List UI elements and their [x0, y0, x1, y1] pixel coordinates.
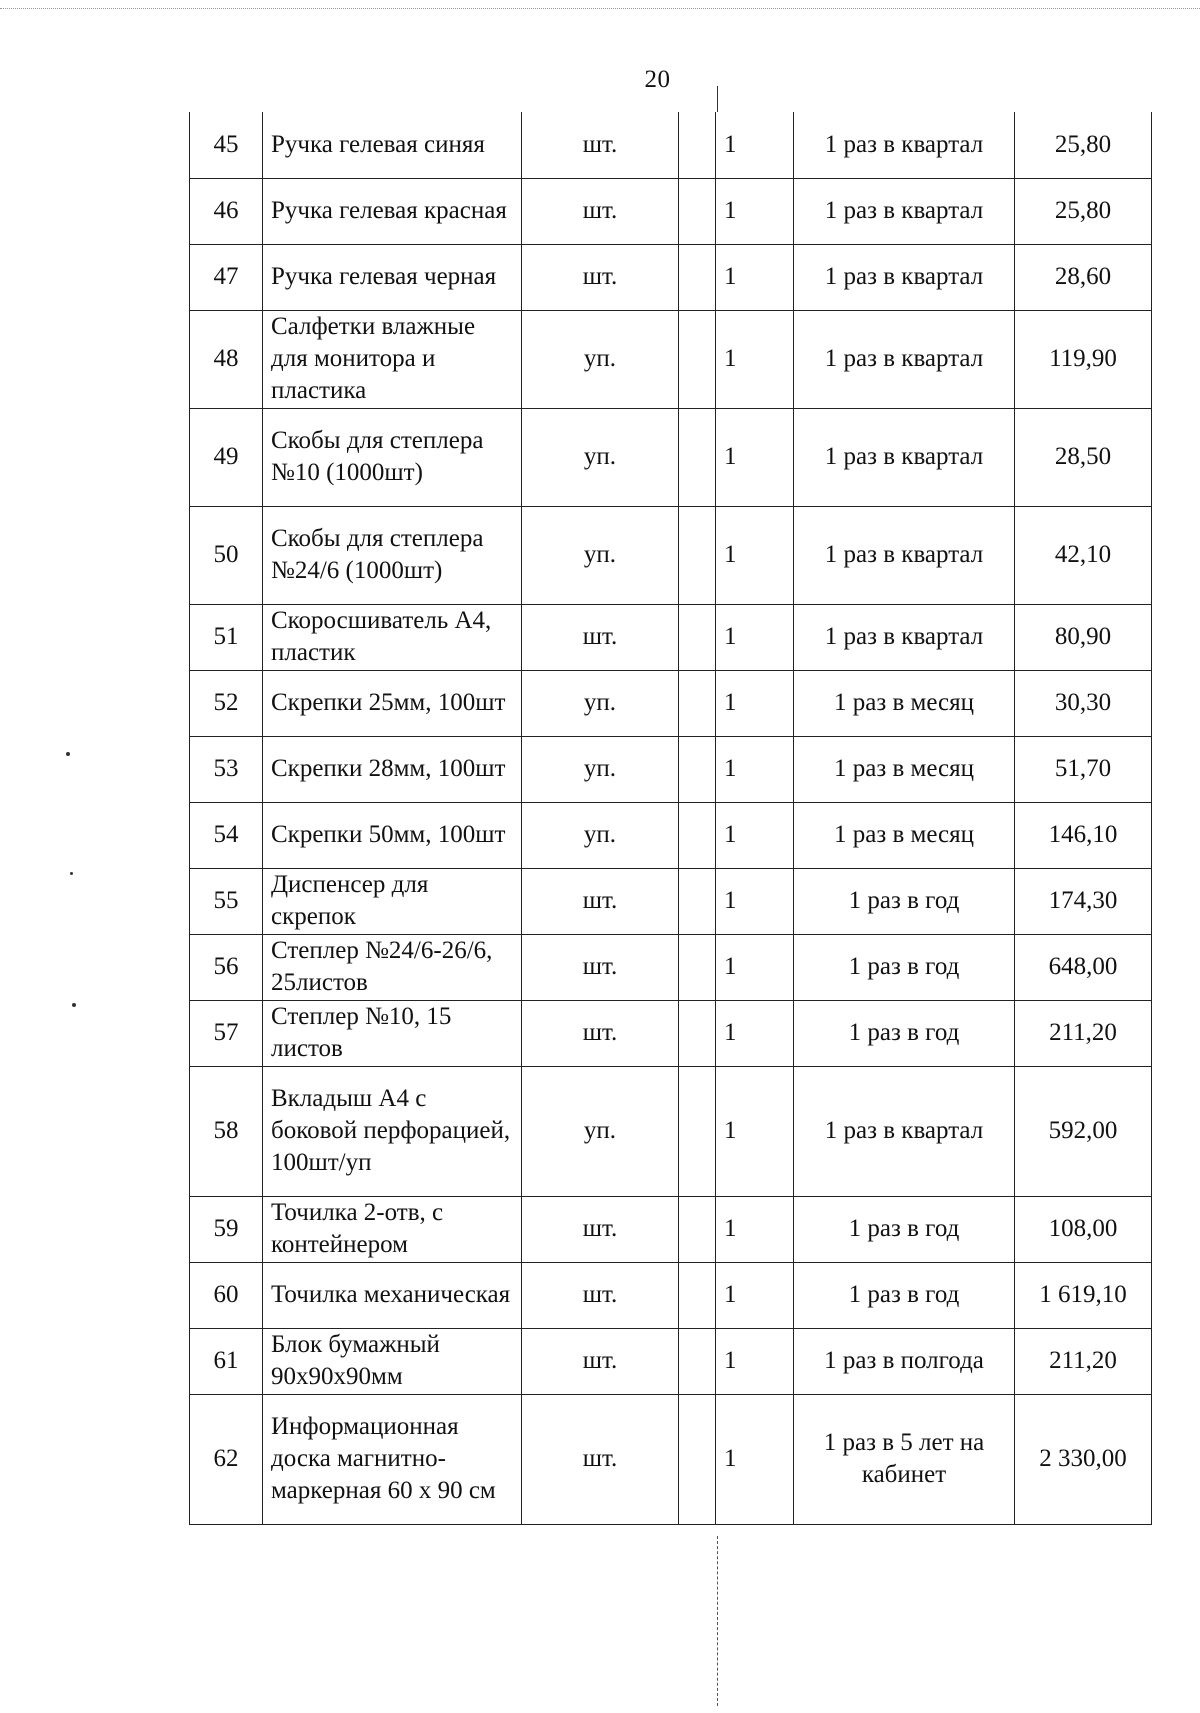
table-row: [190, 1000, 1152, 1066]
supplies-table-body: [190, 112, 1152, 1524]
row-number: 58: [190, 1066, 263, 1196]
item-name: Салфетки влажные для монитора и пластика: [263, 310, 522, 408]
column-spacer: [679, 1196, 716, 1262]
item-frequency: 1 раз в квартал: [794, 112, 1015, 178]
item-price: 80,90: [1015, 604, 1152, 670]
table-row: [190, 802, 1152, 868]
item-name: Ручка гелевая черная: [263, 244, 522, 310]
column-spacer: [679, 506, 716, 604]
scan-line-artifact-bottom: [717, 1536, 718, 1706]
item-frequency: 1 раз в квартал: [794, 178, 1015, 244]
item-frequency: 1 раз в месяц: [794, 802, 1015, 868]
item-unit: уп.: [522, 506, 679, 604]
item-name: Точилка механическая: [263, 1262, 522, 1328]
item-unit: шт.: [522, 934, 679, 1000]
item-price: 174,30: [1015, 868, 1152, 934]
item-price: 30,30: [1015, 670, 1152, 736]
column-spacer: [679, 802, 716, 868]
table-row: [190, 934, 1152, 1000]
table-row: [190, 670, 1152, 736]
item-name: Информационная доска магнитно-маркерная 60 х 90 см: [263, 1394, 522, 1524]
column-spacer: [679, 1262, 716, 1328]
row-number: 45: [190, 112, 263, 178]
item-frequency: 1 раз в год: [794, 868, 1015, 934]
item-price: 25,80: [1015, 178, 1152, 244]
item-price: 146,10: [1015, 802, 1152, 868]
item-frequency: 1 раз в полгода: [794, 1328, 1015, 1394]
item-unit: шт.: [522, 868, 679, 934]
scan-speck: [66, 752, 70, 756]
item-frequency: 1 раз в 5 лет на кабинет: [794, 1394, 1015, 1524]
row-number: 47: [190, 244, 263, 310]
item-quantity: 1: [716, 934, 794, 1000]
row-number: 62: [190, 1394, 263, 1524]
item-name: Ручка гелевая красная: [263, 178, 522, 244]
item-name: Диспенсер для скрепок: [263, 868, 522, 934]
item-unit: уп.: [522, 802, 679, 868]
row-number: 53: [190, 736, 263, 802]
item-name: Точилка 2-отв, с контейнером: [263, 1196, 522, 1262]
item-unit: уп.: [522, 1066, 679, 1196]
table-row: [190, 1328, 1152, 1394]
item-name: Степлер №10, 15 листов: [263, 1000, 522, 1066]
item-frequency: 1 раз в год: [794, 1262, 1015, 1328]
item-frequency: 1 раз в год: [794, 1000, 1015, 1066]
item-quantity: 1: [716, 506, 794, 604]
item-quantity: 1: [716, 802, 794, 868]
table-row: [190, 244, 1152, 310]
table-row: [190, 112, 1152, 178]
table-row: [190, 506, 1152, 604]
item-frequency: 1 раз в квартал: [794, 506, 1015, 604]
item-unit: уп.: [522, 310, 679, 408]
row-number: 51: [190, 604, 263, 670]
row-number: 46: [190, 178, 263, 244]
scan-speck: [72, 1003, 76, 1007]
column-spacer: [679, 112, 716, 178]
table-row: [190, 604, 1152, 670]
column-spacer: [679, 1394, 716, 1524]
item-price: 119,90: [1015, 310, 1152, 408]
supplies-table: [189, 112, 1152, 1525]
page-number: 20: [644, 66, 671, 93]
item-name: Скобы для степлера №10 (1000шт): [263, 408, 522, 506]
row-number: 59: [190, 1196, 263, 1262]
item-unit: шт.: [522, 112, 679, 178]
item-name: Блок бумажный 90х90х90мм: [263, 1328, 522, 1394]
item-name: Ручка гелевая синяя: [263, 112, 522, 178]
item-quantity: 1: [716, 178, 794, 244]
item-unit: шт.: [522, 1196, 679, 1262]
item-quantity: 1: [716, 1196, 794, 1262]
item-frequency: 1 раз в месяц: [794, 670, 1015, 736]
table-row: [190, 408, 1152, 506]
item-quantity: 1: [716, 244, 794, 310]
item-name: Скрепки 50мм, 100шт: [263, 802, 522, 868]
row-number: 50: [190, 506, 263, 604]
item-name: Скрепки 25мм, 100шт: [263, 670, 522, 736]
item-price: 2 330,00: [1015, 1394, 1152, 1524]
item-unit: шт.: [522, 1394, 679, 1524]
column-spacer: [679, 1328, 716, 1394]
column-spacer: [679, 244, 716, 310]
item-unit: шт.: [522, 1328, 679, 1394]
item-price: 42,10: [1015, 506, 1152, 604]
item-unit: уп.: [522, 670, 679, 736]
row-number: 57: [190, 1000, 263, 1066]
item-price: 28,60: [1015, 244, 1152, 310]
item-frequency: 1 раз в год: [794, 934, 1015, 1000]
item-price: 28,50: [1015, 408, 1152, 506]
item-frequency: 1 раз в квартал: [794, 310, 1015, 408]
item-name: Скрепки 28мм, 100шт: [263, 736, 522, 802]
item-quantity: 1: [716, 1262, 794, 1328]
column-spacer: [679, 1066, 716, 1196]
table-row: [190, 178, 1152, 244]
column-spacer: [679, 310, 716, 408]
item-price: 592,00: [1015, 1066, 1152, 1196]
scan-speck: [70, 872, 73, 875]
item-price: 211,20: [1015, 1000, 1152, 1066]
row-number: 48: [190, 310, 263, 408]
item-unit: шт.: [522, 1000, 679, 1066]
item-quantity: 1: [716, 310, 794, 408]
row-number: 60: [190, 1262, 263, 1328]
table-row: [190, 1066, 1152, 1196]
item-frequency: 1 раз в год: [794, 1196, 1015, 1262]
item-name: Вкладыш А4 с боковой перфорацией, 100шт/уп: [263, 1066, 522, 1196]
item-quantity: 1: [716, 408, 794, 506]
item-price: 25,80: [1015, 112, 1152, 178]
item-quantity: 1: [716, 868, 794, 934]
scan-line-artifact-top: [717, 86, 718, 112]
item-quantity: 1: [716, 1394, 794, 1524]
item-quantity: 1: [716, 736, 794, 802]
column-spacer: [679, 178, 716, 244]
item-unit: шт.: [522, 604, 679, 670]
item-quantity: 1: [716, 1000, 794, 1066]
table-row: [190, 1394, 1152, 1524]
row-number: 55: [190, 868, 263, 934]
table-row: [190, 868, 1152, 934]
table-row: [190, 736, 1152, 802]
row-number: 54: [190, 802, 263, 868]
item-price: 108,00: [1015, 1196, 1152, 1262]
table-row: [190, 310, 1152, 408]
item-price: 51,70: [1015, 736, 1152, 802]
item-price: 1 619,10: [1015, 1262, 1152, 1328]
column-spacer: [679, 868, 716, 934]
row-number: 61: [190, 1328, 263, 1394]
item-unit: уп.: [522, 408, 679, 506]
row-number: 49: [190, 408, 263, 506]
item-quantity: 1: [716, 670, 794, 736]
item-unit: шт.: [522, 1262, 679, 1328]
item-quantity: 1: [716, 604, 794, 670]
item-unit: шт.: [522, 178, 679, 244]
item-quantity: 1: [716, 1066, 794, 1196]
item-price: 211,20: [1015, 1328, 1152, 1394]
table-row: [190, 1262, 1152, 1328]
item-frequency: 1 раз в квартал: [794, 408, 1015, 506]
column-spacer: [679, 736, 716, 802]
item-unit: уп.: [522, 736, 679, 802]
item-frequency: 1 раз в месяц: [794, 736, 1015, 802]
item-frequency: 1 раз в квартал: [794, 1066, 1015, 1196]
item-quantity: 1: [716, 1328, 794, 1394]
item-name: Скобы для степлера №24/6 (1000шт): [263, 506, 522, 604]
column-spacer: [679, 670, 716, 736]
column-spacer: [679, 604, 716, 670]
item-frequency: 1 раз в квартал: [794, 604, 1015, 670]
item-price: 648,00: [1015, 934, 1152, 1000]
row-number: 56: [190, 934, 263, 1000]
table-row: [190, 1196, 1152, 1262]
scan-edge-artifact: [0, 0, 1200, 9]
row-number: 52: [190, 670, 263, 736]
column-spacer: [679, 408, 716, 506]
item-frequency: 1 раз в квартал: [794, 244, 1015, 310]
item-name: Степлер №24/6-26/6, 25листов: [263, 934, 522, 1000]
column-spacer: [679, 934, 716, 1000]
column-spacer: [679, 1000, 716, 1066]
item-name: Скоросшиватель А4, пластик: [263, 604, 522, 670]
item-unit: шт.: [522, 244, 679, 310]
item-quantity: 1: [716, 112, 794, 178]
